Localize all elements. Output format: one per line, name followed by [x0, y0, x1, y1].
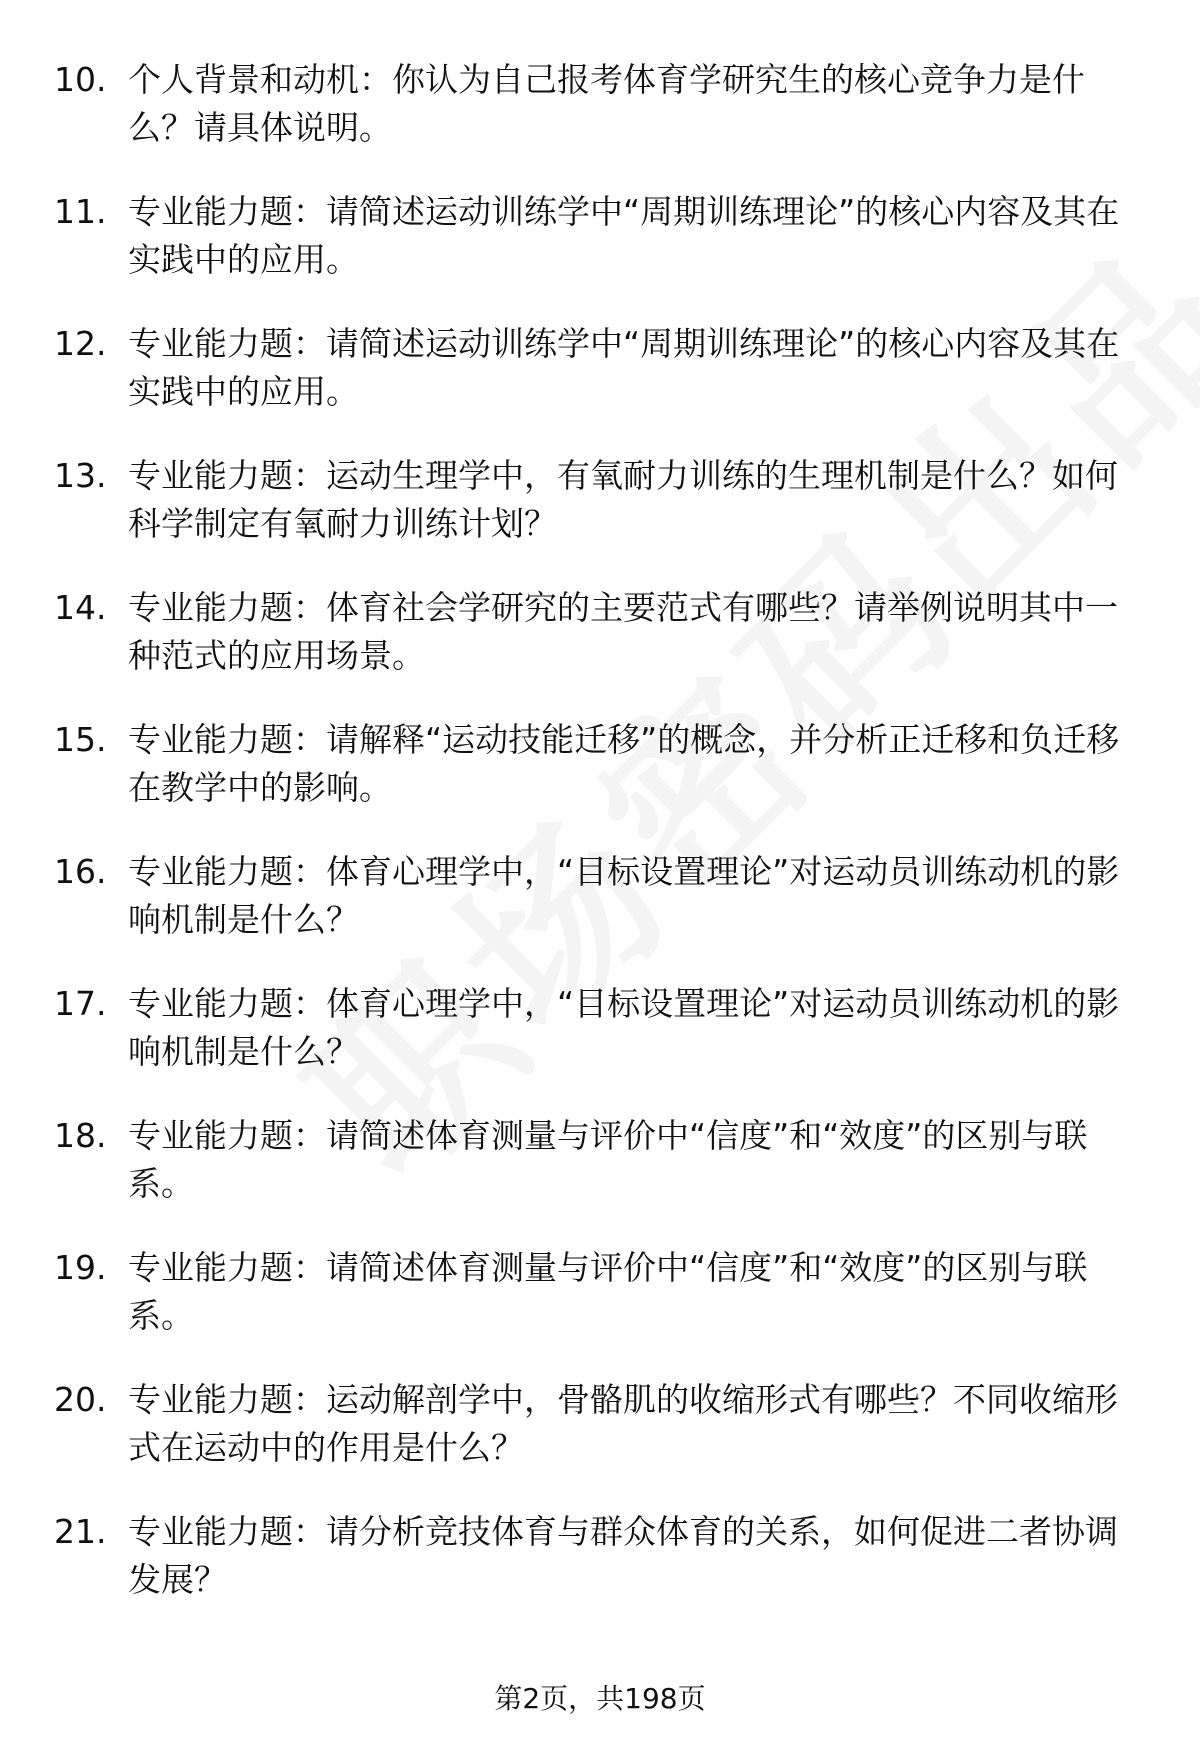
question-text: 专业能力题：运动解剖学中，骨骼肌的收缩形式有哪些？不同收缩形式在运动中的作用是什么？	[128, 1380, 1118, 1467]
page-number-footer: 第2页，共198页	[494, 1682, 706, 1715]
list-item	[0, 848, 1200, 980]
list-item	[0, 1508, 1200, 1640]
question-number: 21.	[54, 1512, 107, 1551]
list-item	[0, 1112, 1200, 1244]
question-text: 专业能力题：体育心理学中，“目标设置理论”对运动员训练动机的影响机制是什么？	[128, 852, 1120, 939]
list-item	[0, 452, 1200, 584]
question-text: 专业能力题：请解释“运动技能迁移”的概念，并分析正迁移和负迁移在教学中的影响。	[128, 720, 1120, 807]
question-number: 16.	[54, 852, 107, 891]
question-text: 专业能力题：请简述运动训练学中“周期训练理论”的核心内容及其在实践中的应用。	[128, 192, 1120, 279]
list-item	[0, 980, 1200, 1112]
question-number: 18.	[54, 1116, 107, 1155]
question-text: 专业能力题：体育社会学研究的主要范式有哪些？请举例说明其中一种范式的应用场景。	[128, 588, 1118, 675]
question-number: 17.	[54, 984, 107, 1023]
question-list	[0, 56, 1200, 1640]
list-item	[0, 716, 1200, 848]
question-number: 12.	[54, 324, 107, 363]
question-text: 专业能力题：请简述体育测量与评价中“信度”和“效度”的区别与联系。	[128, 1116, 1088, 1203]
list-item	[0, 320, 1200, 452]
question-text: 专业能力题：请简述体育测量与评价中“信度”和“效度”的区别与联系。	[128, 1248, 1088, 1335]
list-item	[0, 188, 1200, 320]
list-item	[0, 584, 1200, 716]
question-number: 14.	[54, 588, 107, 627]
list-item	[0, 1244, 1200, 1376]
question-number: 15.	[54, 720, 107, 759]
question-number: 19.	[54, 1248, 107, 1287]
question-number: 20.	[54, 1380, 107, 1419]
question-text: 专业能力题：请分析竞技体育与群众体育的关系，如何促进二者协调发展？	[128, 1512, 1118, 1599]
list-item	[0, 56, 1200, 188]
question-text: 个人背景和动机：你认为自己报考体育学研究生的核心竞争力是什么？请具体说明。	[128, 60, 1085, 147]
question-number: 11.	[54, 192, 107, 231]
question-number: 10.	[54, 60, 107, 99]
question-text: 专业能力题：体育心理学中，“目标设置理论”对运动员训练动机的影响机制是什么？	[128, 984, 1120, 1071]
question-text: 专业能力题：运动生理学中，有氧耐力训练的生理机制是什么？如何科学制定有氧耐力训练计划？	[128, 456, 1118, 543]
question-text: 专业能力题：请简述运动训练学中“周期训练理论”的核心内容及其在实践中的应用。	[128, 324, 1120, 411]
question-number: 13.	[54, 456, 107, 495]
list-item	[0, 1376, 1200, 1508]
